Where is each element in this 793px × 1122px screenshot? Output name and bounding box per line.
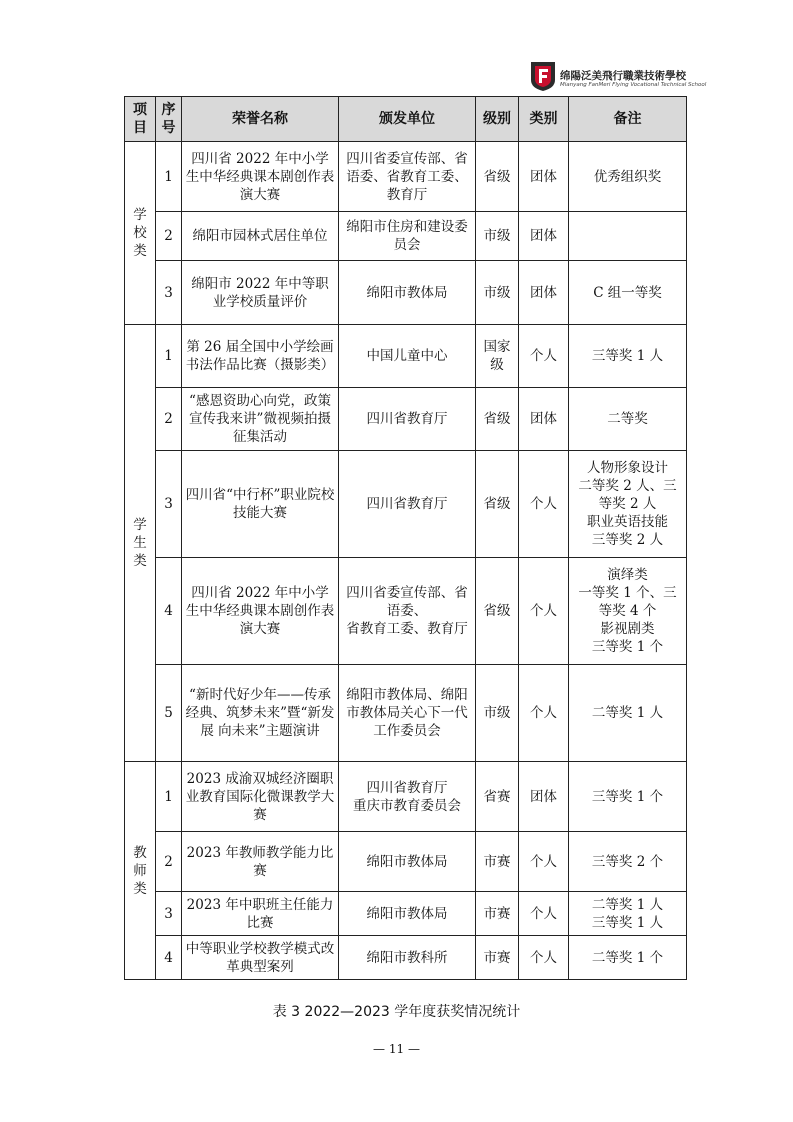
index-cell: 3 xyxy=(156,261,182,325)
type-cell: 个人 xyxy=(519,832,569,892)
honor-name-cell: 第 26 届全国中小学绘画书法作品比赛（摄影类） xyxy=(182,325,339,388)
column-header-type: 类别 xyxy=(519,97,569,142)
issuer-cell: 绵阳市住房和建设委员会 xyxy=(339,212,476,261)
level-cell: 省级 xyxy=(476,388,519,451)
issuer-cell: 四川省教育厅 重庆市教育委员会 xyxy=(339,762,476,832)
index-cell: 4 xyxy=(156,558,182,665)
level-cell: 市赛 xyxy=(476,832,519,892)
honor-name-cell: 2023 年中职班主任能力比赛 xyxy=(182,892,339,936)
column-header-level: 级别 xyxy=(476,97,519,142)
issuer-cell: 中国儿童中心 xyxy=(339,325,476,388)
level-cell: 市级 xyxy=(476,665,519,762)
honor-name-cell: 绵阳市 2022 年中等职业学校质量评价 xyxy=(182,261,339,325)
issuer-cell: 四川省委宣传部、省语委、 省教育工委、教育厅 xyxy=(339,558,476,665)
remark-cell: 演绎类 一等奖 1 个、三等奖 4 个 影视剧类 三等奖 1 个 xyxy=(569,558,687,665)
issuer-cell: 绵阳市教体局、绵阳市教体局关心下一代工作委员会 xyxy=(339,665,476,762)
type-cell: 个人 xyxy=(519,892,569,936)
index-cell: 2 xyxy=(156,212,182,261)
index-cell: 2 xyxy=(156,832,182,892)
type-cell: 个人 xyxy=(519,558,569,665)
remark-cell: 三等奖 2 个 xyxy=(569,832,687,892)
category-cell xyxy=(125,325,156,762)
remark-cell: 二等奖 1 人 三等奖 1 人 xyxy=(569,892,687,936)
level-cell: 省级 xyxy=(476,558,519,665)
level-cell xyxy=(476,325,519,388)
category-label: 教师类 xyxy=(133,844,147,897)
remark-cell: 二等奖 1 人 xyxy=(569,665,687,762)
page-number: — 11 — xyxy=(373,1042,420,1056)
remark-cell: 二等奖 1 个 xyxy=(569,936,687,980)
honor-name-cell: 中等职业学校教学模式改革典型案列 xyxy=(182,936,339,980)
column-header-index: 序号 xyxy=(156,97,182,142)
issuer-cell: 绵阳市教科所 xyxy=(339,936,476,980)
table-row xyxy=(125,325,687,388)
category-cell xyxy=(125,142,156,325)
type-cell: 团体 xyxy=(519,212,569,261)
honor-name-cell: 2023 成渝双城经济圈职业教育国际化微课教学大赛 xyxy=(182,762,339,832)
table-caption: 表 3 2022—2023 学年度获奖情况统计 xyxy=(272,1004,521,1020)
school-name-en: Mianyang FanMeri Flying Vocational Technical School xyxy=(560,82,707,88)
honor-name-cell: 2023 年教师教学能力比赛 xyxy=(182,832,339,892)
index-cell: 5 xyxy=(156,665,182,762)
type-cell: 个人 xyxy=(519,665,569,762)
issuer-cell: 绵阳市教体局 xyxy=(339,832,476,892)
category-label: 学生类 xyxy=(133,517,147,569)
type-cell: 个人 xyxy=(519,936,569,980)
index-cell: 3 xyxy=(156,451,182,558)
table-row xyxy=(125,261,687,325)
table-row xyxy=(125,762,687,832)
honor-name-cell: 四川省 2022 年中小学生中华经典课本剧创作表演大赛 xyxy=(182,142,339,212)
remark-cell: 三等奖 1 个 xyxy=(569,762,687,832)
level-label: 国家级 xyxy=(483,339,511,373)
category-label: 学校类 xyxy=(133,207,147,259)
remark-cell: 二等奖 xyxy=(569,388,687,451)
issuer-cell: 四川省委宣传部、省语委、省教育工委、教育厅 xyxy=(339,142,476,212)
remark-cell: 三等奖 1 人 xyxy=(569,325,687,388)
type-cell: 团体 xyxy=(519,762,569,832)
level-cell: 省级 xyxy=(476,142,519,212)
index-cell: 3 xyxy=(156,892,182,936)
issuer-cell: 绵阳市教体局 xyxy=(339,261,476,325)
remark-cell: 优秀组织奖 xyxy=(569,142,687,212)
level-cell: 市级 xyxy=(476,261,519,325)
honor-name-cell: 四川省 2022 年中小学生中华经典课本剧创作表演大赛 xyxy=(182,558,339,665)
column-header-honor-name: 荣誉名称 xyxy=(182,97,339,142)
index-cell: 1 xyxy=(156,762,182,832)
table-row xyxy=(125,142,687,212)
column-header-category: 项目 xyxy=(125,97,156,142)
index-cell: 2 xyxy=(156,388,182,451)
awards-table xyxy=(124,96,687,980)
index-cell: 1 xyxy=(156,325,182,388)
level-cell: 省赛 xyxy=(476,762,519,832)
school-logo xyxy=(530,60,770,96)
type-cell: 团体 xyxy=(519,142,569,212)
table-row xyxy=(125,936,687,980)
index-cell: 1 xyxy=(156,142,182,212)
remark-cell: 人物形象设计 二等奖 2 人、三等奖 2 人 职业英语技能 三等奖 2 人 xyxy=(569,451,687,558)
issuer-cell: 四川省教育厅 xyxy=(339,451,476,558)
level-cell: 市赛 xyxy=(476,892,519,936)
honor-name-cell: 四川省“中行杯”职业院校技能大赛 xyxy=(182,451,339,558)
table-row xyxy=(125,388,687,451)
school-shield-icon xyxy=(530,60,556,92)
table-row xyxy=(125,212,687,261)
honor-name-cell: “新时代好少年——传承经典、筑梦未来”暨“新发展 向未来”主题演讲 xyxy=(182,665,339,762)
issuer-cell: 四川省教育厅 xyxy=(339,388,476,451)
honor-name-cell: 绵阳市园林式居住单位 xyxy=(182,212,339,261)
level-cell: 市级 xyxy=(476,212,519,261)
column-header-issuer: 颁发单位 xyxy=(339,97,476,142)
type-cell: 个人 xyxy=(519,451,569,558)
column-header-remark: 备注 xyxy=(569,97,687,142)
type-cell: 团体 xyxy=(519,261,569,325)
remark-cell: C 组一等奖 xyxy=(569,261,687,325)
table-row xyxy=(125,558,687,665)
honor-name-cell: “感恩资助心向党，政策宣传我来讲”微视频拍摄征集活动 xyxy=(182,388,339,451)
table-row xyxy=(125,832,687,892)
school-name-cn: 绵陽泛美飛行職業技術學校 xyxy=(560,70,686,82)
remark-cell xyxy=(569,212,687,261)
table-row xyxy=(125,892,687,936)
type-cell: 团体 xyxy=(519,388,569,451)
category-cell xyxy=(125,762,156,980)
table-header-row xyxy=(125,97,687,142)
level-cell: 省级 xyxy=(476,451,519,558)
table-row xyxy=(125,665,687,762)
table-row xyxy=(125,451,687,558)
type-cell: 个人 xyxy=(519,325,569,388)
level-cell: 市赛 xyxy=(476,936,519,980)
issuer-cell: 绵阳市教体局 xyxy=(339,892,476,936)
index-cell: 4 xyxy=(156,936,182,980)
